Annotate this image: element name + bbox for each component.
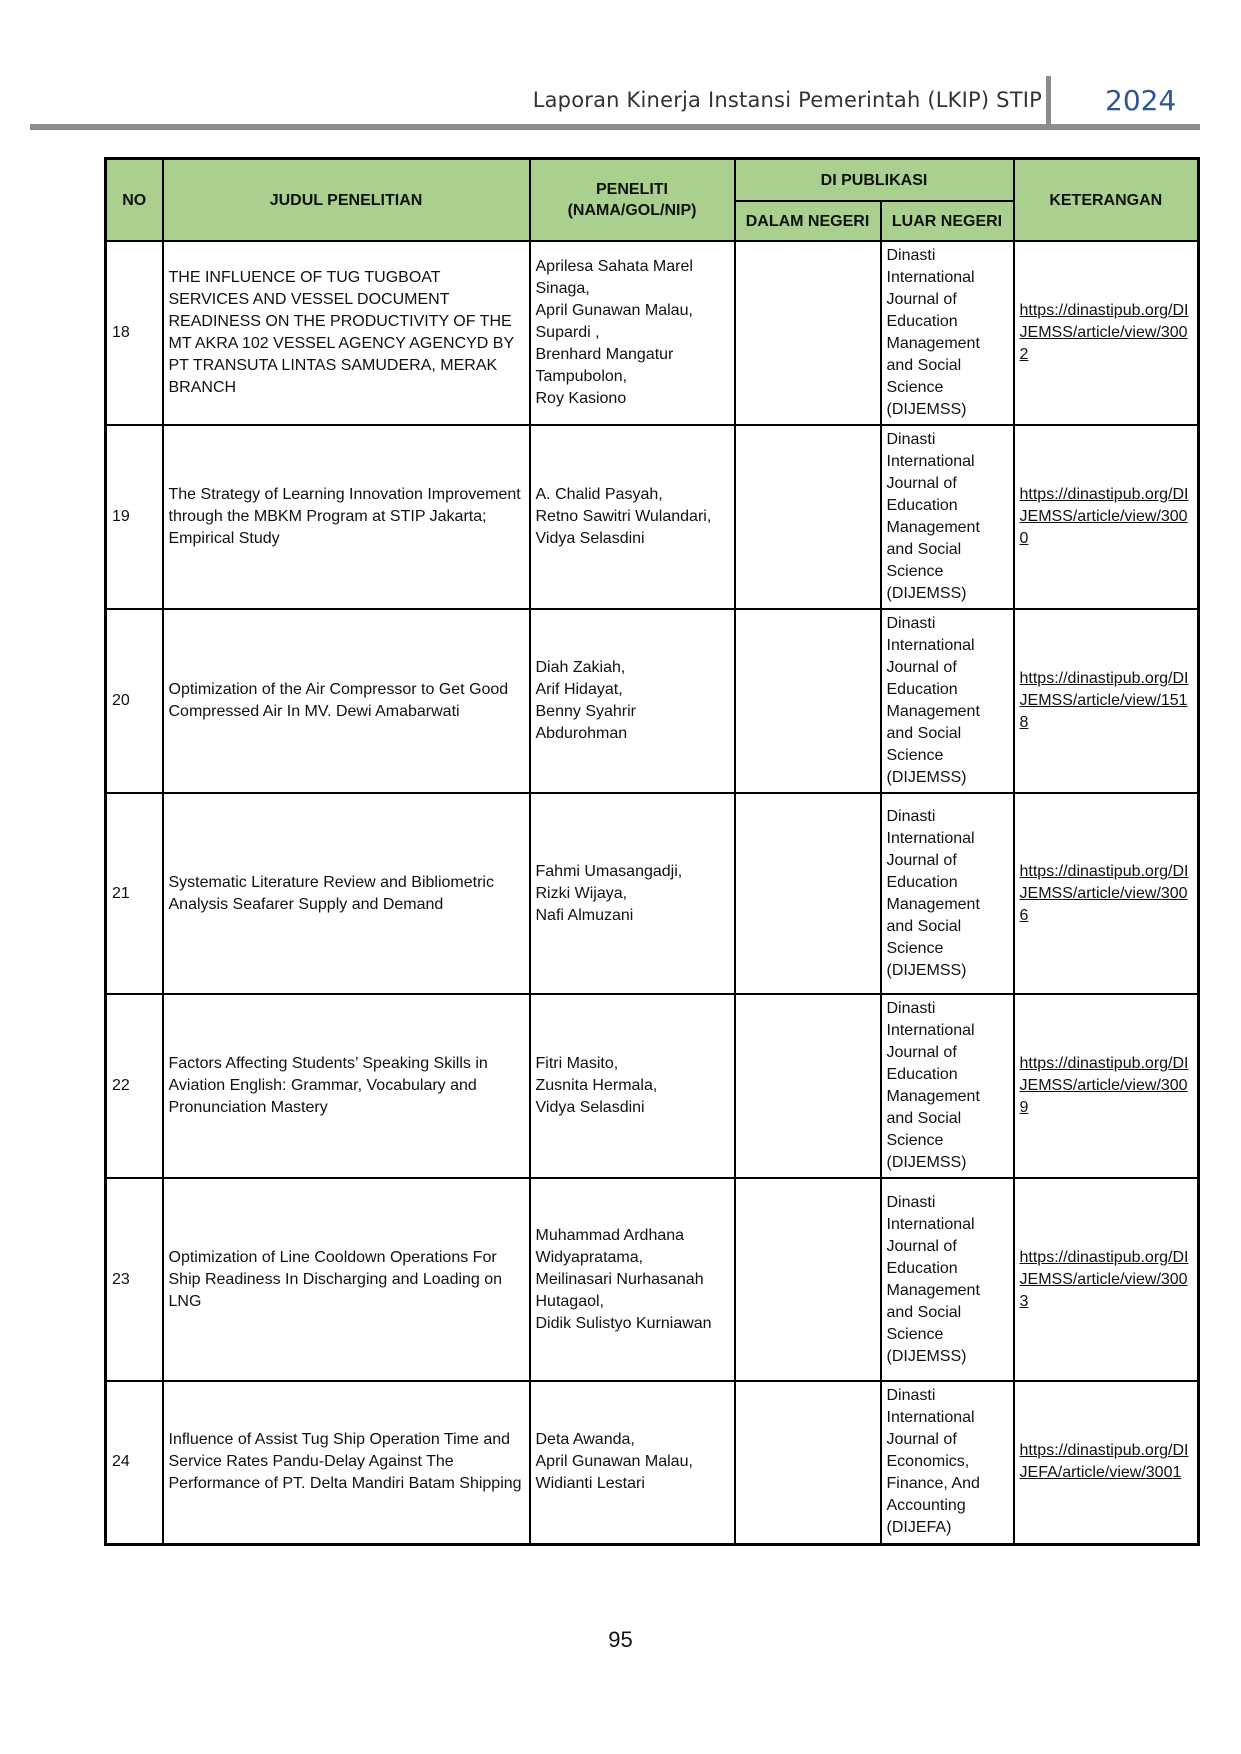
row-dalam-negeri (735, 1381, 881, 1544)
row-no: 24 (106, 1381, 163, 1544)
table-row (106, 994, 1199, 1178)
row-peneliti: Fahmi Umasangadji, Rizki Wijaya, Nafi Almuzani (530, 793, 735, 994)
row-judul: The Strategy of Learning Innovation Improvement through the MBKM Program at STIP Jakarta; Empirical Study (163, 425, 530, 609)
header-dalam-negeri: DALAM NEGERI (735, 201, 881, 241)
article-link[interactable]: https://dinastipub.org/DIJEMSS/article/view/3000 (1019, 486, 1189, 547)
row-keterangan (1014, 994, 1199, 1178)
row-dalam-negeri (735, 425, 881, 609)
table-row (106, 793, 1199, 994)
table-row (106, 241, 1199, 425)
row-judul: THE INFLUENCE OF TUG TUGBOAT SERVICES AND VESSEL DOCUMENT READINESS ON THE PRODUCTIVITY OF THE MT AKRA 102 VESSEL AGENCY AGENCYD BY PT TRANSUTA LINTAS SAMUDERA, MERAK BRANCH (163, 241, 530, 425)
header-luar-negeri: LUAR NEGERI (881, 201, 1014, 241)
row-dalam-negeri (735, 793, 881, 994)
row-no: 18 (106, 241, 163, 425)
row-dalam-negeri (735, 609, 881, 793)
row-luar-negeri: Dinasti International Journal of Education Management and Social Science (DIJEMSS) (881, 241, 1014, 425)
row-peneliti: Diah Zakiah, Arif Hidayat, Benny Syahrir Abdurohman (530, 609, 735, 793)
row-dalam-negeri (735, 241, 881, 425)
row-peneliti: Muhammad Ardhana Widyapratama, Meilinasari Nurhasanah Hutagaol, Didik Sulistyo Kurniawan (530, 1178, 735, 1381)
row-keterangan (1014, 425, 1199, 609)
row-peneliti: Aprilesa Sahata Marel Sinaga, April Gunawan Malau, Supardi , Brenhard Mangatur Tampubolon, Roy Kasiono (530, 241, 735, 425)
row-peneliti: Deta Awanda, April Gunawan Malau, Widianti Lestari (530, 1381, 735, 1544)
header-no: NO (106, 159, 163, 242)
row-keterangan (1014, 793, 1199, 994)
row-no: 21 (106, 793, 163, 994)
page-number: 95 (608, 1627, 633, 1652)
row-judul: Optimization of Line Cooldown Operations For Ship Readiness In Discharging and Loading on LNG (163, 1178, 530, 1381)
table-row (106, 1381, 1199, 1544)
article-link[interactable]: https://dinastipub.org/DIJEMSS/article/view/3003 (1019, 1248, 1189, 1310)
row-luar-negeri: Dinasti International Journal of Education Management and Social Science (DIJEMSS) (881, 994, 1014, 1178)
header-rule (30, 124, 1200, 130)
row-luar-negeri: Dinasti International Journal of Education Management and Social Science (DIJEMSS) (881, 425, 1014, 609)
page-header (30, 70, 1200, 130)
row-keterangan (1014, 241, 1199, 425)
header-judul: JUDUL PENELITIAN (163, 159, 530, 242)
row-keterangan (1014, 609, 1199, 793)
article-link[interactable]: https://dinastipub.org/DIJEMSS/article/view/3006 (1019, 862, 1189, 924)
row-luar-negeri: Dinasti International Journal of Education Management and Social Science (DIJEMSS) (881, 793, 1014, 994)
row-luar-negeri: Dinasti International Journal of Economics, Finance, And Accounting (DIJEFA) (881, 1381, 1014, 1544)
report-year: 2024 (1105, 84, 1177, 117)
row-no: 23 (106, 1178, 163, 1381)
row-judul: Influence of Assist Tug Ship Operation Time and Service Rates Pandu-Delay Against The Performance of PT. Delta Mandiri Batam Shipping (163, 1381, 530, 1544)
row-dalam-negeri (735, 994, 881, 1178)
article-link[interactable]: https://dinastipub.org/DIJEMSS/article/view/3009 (1019, 1055, 1189, 1116)
row-judul: Factors Affecting Students’ Speaking Skills in Aviation English: Grammar, Vocabulary and Pronunciation Mastery (163, 994, 530, 1178)
row-no: 20 (106, 609, 163, 793)
header-keterangan: KETERANGAN (1014, 159, 1199, 242)
header-row (106, 159, 1199, 202)
header-publikasi: DI PUBLIKASI (735, 159, 1014, 202)
table-row (106, 1178, 1199, 1381)
row-luar-negeri: Dinasti International Journal of Education Management and Social Science (DIJEMSS) (881, 609, 1014, 793)
row-peneliti: Fitri Masito, Zusnita Hermala, Vidya Selasdini (530, 994, 735, 1178)
table-row (106, 425, 1199, 609)
row-keterangan (1014, 1381, 1199, 1544)
article-link[interactable]: https://dinastipub.org/DIJEMSS/article/view/1518 (1019, 670, 1189, 731)
article-link[interactable]: https://dinastipub.org/DIJEMSS/article/view/3002 (1019, 302, 1189, 363)
row-no: 19 (106, 425, 163, 609)
research-table (104, 157, 1200, 1546)
row-judul: Systematic Literature Review and Bibliometric Analysis Seafarer Supply and Demand (163, 793, 530, 994)
table-row (106, 609, 1199, 793)
header-peneliti: PENELITI (NAMA/GOL/NIP) (530, 159, 735, 242)
report-title: Laporan Kinerja Instansi Pemerintah (LKIP) STIP (532, 88, 1042, 112)
row-keterangan (1014, 1178, 1199, 1381)
row-no: 22 (106, 994, 163, 1178)
row-judul: Optimization of the Air Compressor to Get Good Compressed Air In MV. Dewi Amabarwati (163, 609, 530, 793)
header-divider (1046, 76, 1051, 124)
row-dalam-negeri (735, 1178, 881, 1381)
row-peneliti: A. Chalid Pasyah, Retno Sawitri Wulandari, Vidya Selasdini (530, 425, 735, 609)
row-luar-negeri: Dinasti International Journal of Education Management and Social Science (DIJEMSS) (881, 1178, 1014, 1381)
article-link[interactable]: https://dinastipub.org/DIJEFA/article/view/3001 (1019, 1442, 1189, 1482)
